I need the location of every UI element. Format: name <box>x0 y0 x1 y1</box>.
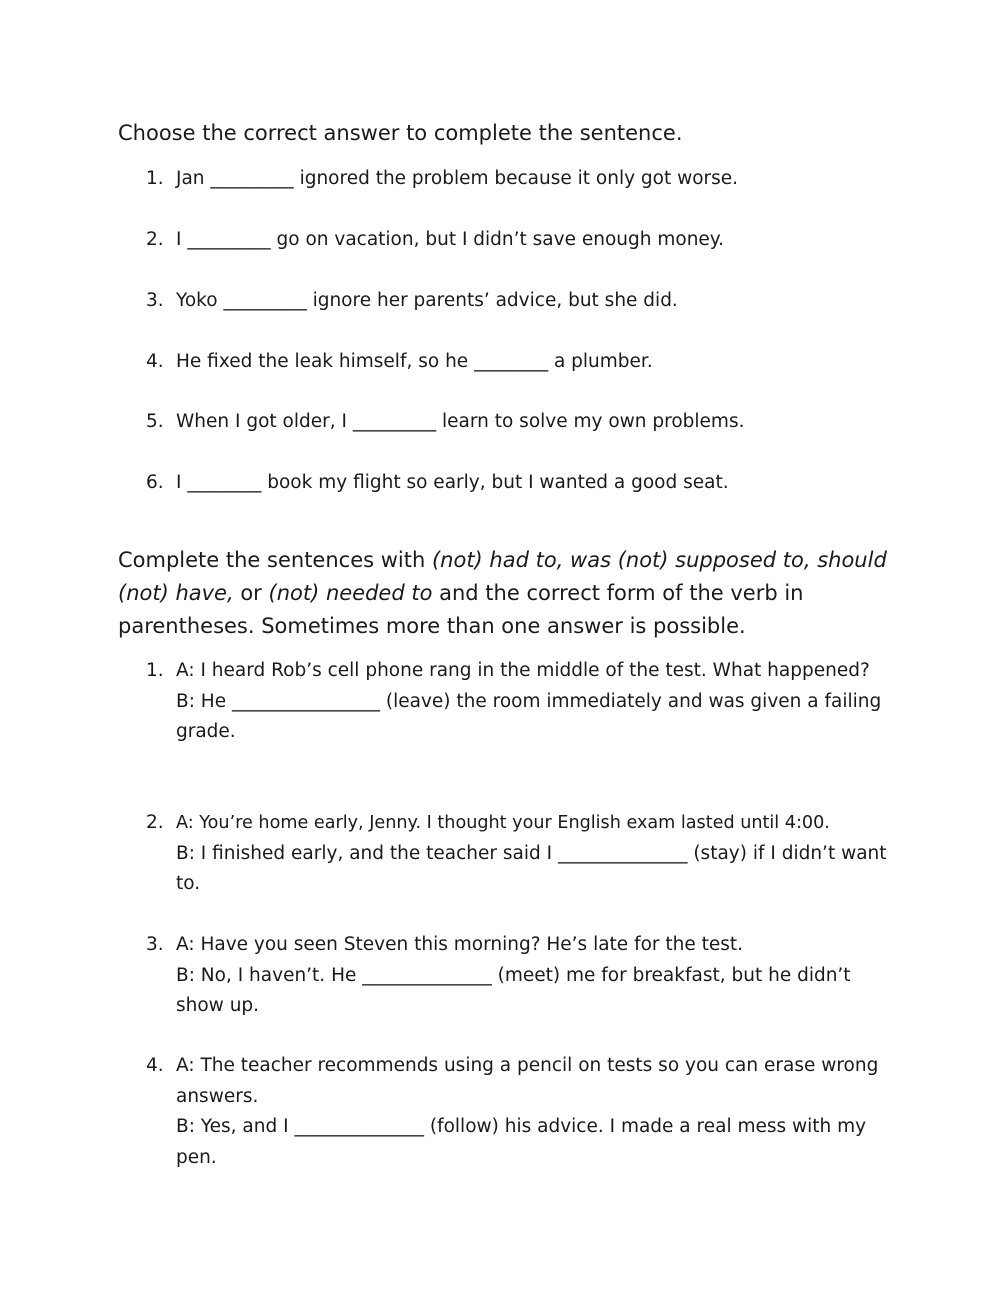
b-start: B: No, I haven’t. He <box>176 964 357 986</box>
answer-blank[interactable]: ________ <box>474 351 549 372</box>
b-end: (follow) his advice. I made a real mess with my pen. <box>176 1116 867 1168</box>
sentence-end: ignored the problem because it only got worse. <box>299 168 739 189</box>
item-number: 3. <box>146 934 164 955</box>
item-number: 2. <box>146 812 164 833</box>
line-a: A: Have you seen Steven this morning? He’s late for the test. <box>176 934 744 955</box>
line-a: A: You’re home early, Jenny. I thought your English exam lasted until 4:00. <box>176 813 830 833</box>
sentence-start: Yoko <box>176 290 218 311</box>
b-end: (stay) if I didn’t want to. <box>176 842 887 894</box>
item-number: 1. <box>146 168 164 189</box>
sentence-start: When I got older, I <box>176 411 347 432</box>
b-start: B: He <box>176 690 227 712</box>
sentence-start: I <box>176 472 182 493</box>
answer-blank[interactable]: _________ <box>223 290 307 311</box>
section2-instructions <box>118 544 888 643</box>
b-end: (leave) the room immediately and was given a failing grade. <box>176 690 882 742</box>
sentence-start: I <box>176 229 182 250</box>
item-number: 4. <box>146 351 164 372</box>
instr-text: Complete the sentences with <box>118 548 432 572</box>
item-number: 4. <box>146 1055 164 1076</box>
answer-blank[interactable]: ________________ <box>232 690 380 712</box>
sentence-end: ignore her parents’ advice, but she did. <box>312 290 678 311</box>
sentence-end: go on vacation, but I didn’t save enough money. <box>276 229 724 250</box>
sentence-end: learn to solve my own problems. <box>441 411 745 432</box>
answer-blank[interactable]: _________ <box>352 411 437 432</box>
answer-blank[interactable]: ______________ <box>557 842 688 864</box>
instr-text: and the correct form of the verb in parentheses. Sometimes more than one answer is possible. <box>118 581 804 638</box>
b-start: B: Yes, and I <box>176 1116 289 1137</box>
instr-italic: (not) needed to <box>268 581 433 605</box>
b-end: (meet) me for breakfast, but he didn’t show up. <box>176 964 851 1016</box>
line-a: A: I heard Rob’s cell phone rang in the middle of the test. What happened? <box>176 660 870 681</box>
line-b <box>176 839 888 900</box>
b-start: B: I finished early, and the teacher said I <box>176 842 553 864</box>
item-number: 6. <box>146 472 164 493</box>
sentence-start: He fixed the leak himself, so he <box>176 351 469 372</box>
item-number: 5. <box>146 411 164 432</box>
item-number: 3. <box>146 290 164 311</box>
sentence-end: book my flight so early, but I wanted a good seat. <box>267 472 729 493</box>
instr-text: or <box>233 581 269 605</box>
item-number: 2. <box>146 229 164 250</box>
line-a: A: The teacher recommends using a pencil on tests so you can erase wrong answers. <box>176 1055 879 1107</box>
line-b <box>176 961 888 1022</box>
answer-blank[interactable]: ______________ <box>294 1116 424 1137</box>
sentence-start: Jan <box>176 168 205 189</box>
section1-instructions: Choose the correct answer to complete the sentence. <box>118 121 683 145</box>
answer-blank[interactable]: ______________ <box>362 964 492 986</box>
line-b <box>176 687 888 748</box>
answer-blank[interactable]: _________ <box>187 229 271 250</box>
sentence-end: a plumber. <box>553 351 653 372</box>
instr-italic: (not) had to, was (not) supposed to, should (not) have, <box>118 548 887 605</box>
line-b <box>176 1112 888 1173</box>
answer-blank[interactable]: _________ <box>210 168 294 189</box>
item-number: 1. <box>146 660 164 681</box>
answer-blank[interactable]: ________ <box>187 472 262 493</box>
